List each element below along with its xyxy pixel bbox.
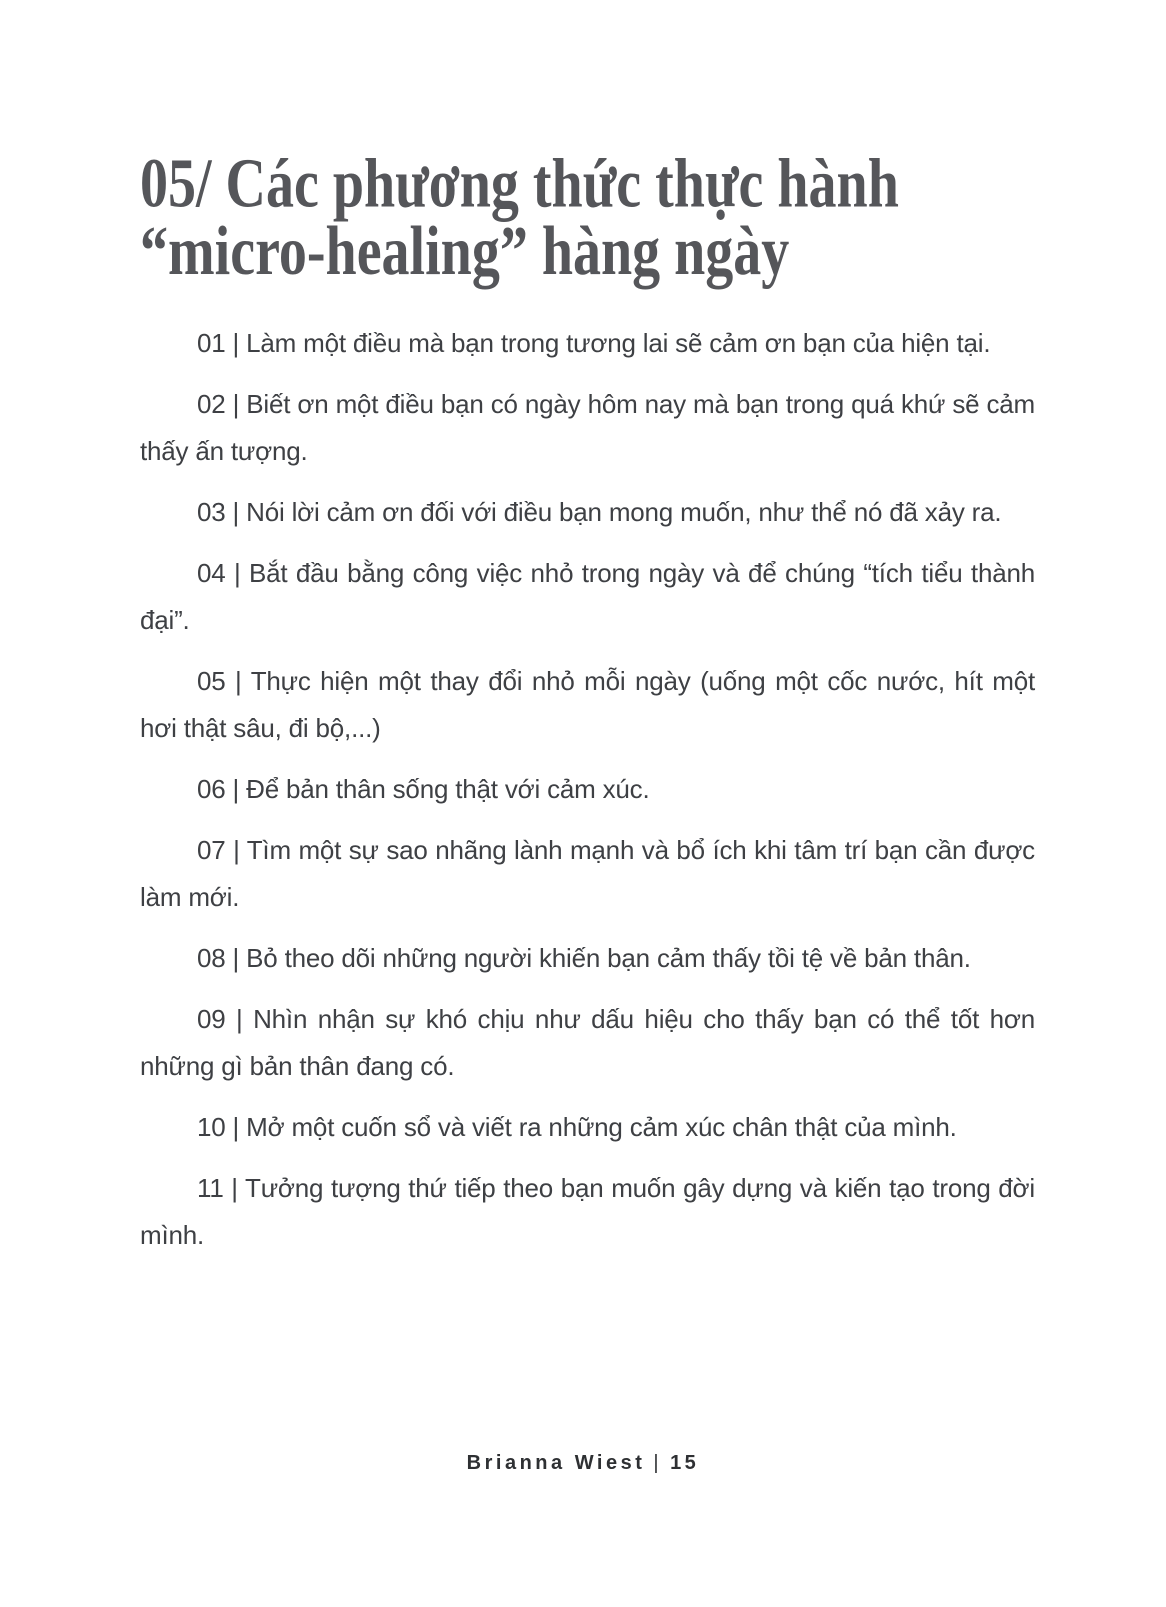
footer-page-number: 15: [670, 1452, 700, 1474]
item-separator: |: [225, 389, 247, 419]
list-item: [140, 1104, 1035, 1151]
list-item: [140, 1165, 1035, 1259]
item-separator: |: [225, 835, 247, 865]
item-separator: |: [225, 666, 251, 696]
item-text: Thực hiện một thay đổi nhỏ mỗi ngày (uống một cốc nước, hít một hơi thật sâu, đi bộ,...): [140, 666, 1036, 743]
page-footer: [0, 1452, 1166, 1475]
item-text: Mở một cuốn sổ và viết ra những cảm xúc chân thật của mình.: [246, 1112, 957, 1142]
list-item: [140, 320, 1035, 367]
item-separator: |: [225, 328, 247, 358]
item-text: Tưởng tượng thứ tiếp theo bạn muốn gây dựng và kiến tạo trong đời mình.: [140, 1173, 1035, 1250]
item-number: 01: [197, 328, 226, 358]
chapter-title-line2: “micro-healing” hàng ngày: [140, 212, 790, 290]
item-text: Tìm một sự sao nhãng lành mạnh và bổ ích khi tâm trí bạn cần được làm mới.: [140, 835, 1035, 912]
item-separator: |: [225, 943, 247, 973]
item-text: Nói lời cảm ơn đối với điều bạn mong muốn, như thể nó đã xảy ra.: [246, 497, 1002, 527]
list-item: [140, 381, 1035, 475]
item-number: 07: [197, 835, 226, 865]
item-text: Bắt đầu bằng công việc nhỏ trong ngày và để chúng “tích tiểu thành đại”.: [140, 558, 1035, 635]
item-text: Biết ơn một điều bạn có ngày hôm nay mà bạn trong quá khứ sẽ cảm thấy ấn tượng.: [140, 389, 1035, 466]
item-number: 02: [197, 389, 226, 419]
list-item: [140, 489, 1035, 536]
item-separator: |: [225, 1004, 254, 1034]
chapter-title-line1: 05/ Các phương thức thực hành: [140, 145, 899, 223]
footer-author: Brianna Wiest: [466, 1452, 646, 1474]
chapter-title: [140, 145, 1035, 290]
list-item: [140, 550, 1035, 644]
item-text: Nhìn nhận sự khó chịu như dấu hiệu cho thấy bạn có thể tốt hơn những gì bản thân đang có.: [140, 1004, 1035, 1081]
item-number: 08: [197, 943, 226, 973]
item-separator: |: [225, 497, 247, 527]
footer-separator: |: [653, 1452, 663, 1474]
list-item: [140, 827, 1035, 921]
item-number: 11: [197, 1173, 224, 1203]
item-text: Để bản thân sống thật với cảm xúc.: [246, 774, 650, 804]
item-text: Bỏ theo dõi những người khiến bạn cảm thấy tồi tệ về bản thân.: [246, 943, 971, 973]
practice-list: [140, 320, 1035, 1259]
list-item: [140, 996, 1035, 1090]
item-separator: |: [223, 1173, 246, 1203]
item-separator: |: [225, 1112, 247, 1142]
list-item: [140, 658, 1035, 752]
item-number: 03: [197, 497, 226, 527]
item-number: 04: [197, 558, 226, 588]
list-item: [140, 935, 1035, 982]
item-number: 10: [197, 1112, 226, 1142]
item-separator: |: [225, 558, 249, 588]
item-separator: |: [225, 774, 247, 804]
list-item: [140, 766, 1035, 813]
item-number: 05: [197, 666, 226, 696]
item-number: 09: [197, 1004, 226, 1034]
item-text: Làm một điều mà bạn trong tương lai sẽ cảm ơn bạn của hiện tại.: [246, 328, 991, 358]
item-number: 06: [197, 774, 226, 804]
